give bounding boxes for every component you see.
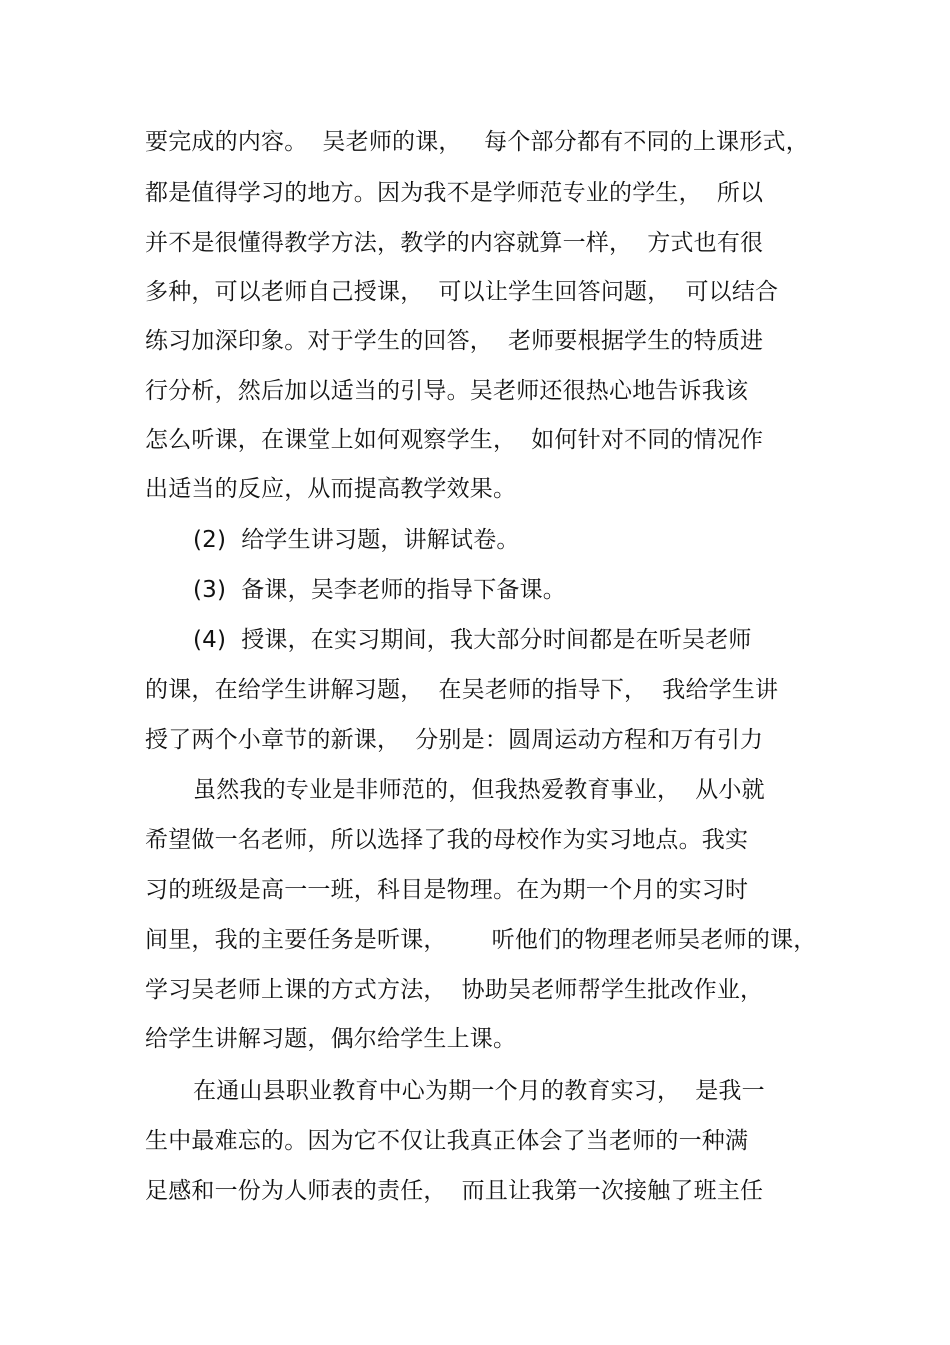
text-line: 练习加深印象。对于学生的回答， 老师要根据学生的特质进 bbox=[145, 328, 764, 354]
text-line: 给学生讲解习题，偶尔给学生上课。 bbox=[145, 1026, 517, 1052]
list-item: (3) 备课，吴李老师的指导下备课。 bbox=[193, 577, 567, 603]
text-line: 习的班级是高一一班，科目是物理。在为期一个月的实习时 bbox=[145, 877, 749, 903]
text-line: 间里，我的主要任务是听课， 听他们的物理老师吴老师的课， bbox=[145, 927, 817, 953]
text-line: 行分析，然后加以适当的引导。吴老师还很热心地告诉我该 bbox=[145, 378, 749, 404]
text-line: 出适当的反应，从而提高教学效果。 bbox=[145, 476, 517, 502]
text-line: 要完成的内容。 吴老师的课， 每个部分都有不同的上课形式， bbox=[145, 129, 809, 155]
paragraph-start: 虽然我的专业是非师范的，但我热爱教育事业， 从小就 bbox=[193, 777, 765, 803]
text-line: 都是值得学习的地方。因为我不是学师范专业的学生， 所以 bbox=[145, 180, 764, 206]
text-line: 并不是很懂得教学方法，教学的内容就算一样， 方式也有很 bbox=[145, 230, 764, 256]
paragraph-start: 在通山县职业教育中心为期一个月的教育实习， 是我一 bbox=[193, 1078, 765, 1104]
text-line: 授了两个小章节的新课， 分别是：圆周运动方程和万有引力 bbox=[145, 727, 764, 753]
text-line: 的课，在给学生讲解习题， 在吴老师的指导下， 我给学生讲 bbox=[145, 677, 779, 703]
list-item: (2) 给学生讲习题，讲解试卷。 bbox=[193, 527, 520, 553]
text-line: 多种，可以老师自己授课， 可以让学生回答问题， 可以结合 bbox=[145, 279, 779, 305]
text-line: 怎么听课，在课堂上如何观察学生， 如何针对不同的情况作 bbox=[145, 427, 764, 453]
list-item: (4) 授课，在实习期间，我大部分时间都是在听吴老师 bbox=[193, 627, 752, 653]
text-line: 足感和一份为人师表的责任， 而且让我第一次接触了班主任 bbox=[145, 1178, 764, 1204]
text-line: 希望做一名老师，所以选择了我的母校作为实习地点。我实 bbox=[145, 827, 749, 853]
text-line: 生中最难忘的。因为它不仅让我真正体会了当老师的一种满 bbox=[145, 1128, 749, 1154]
text-line: 学习吴老师上课的方式方法， 协助吴老师帮学生批改作业， bbox=[145, 977, 764, 1003]
